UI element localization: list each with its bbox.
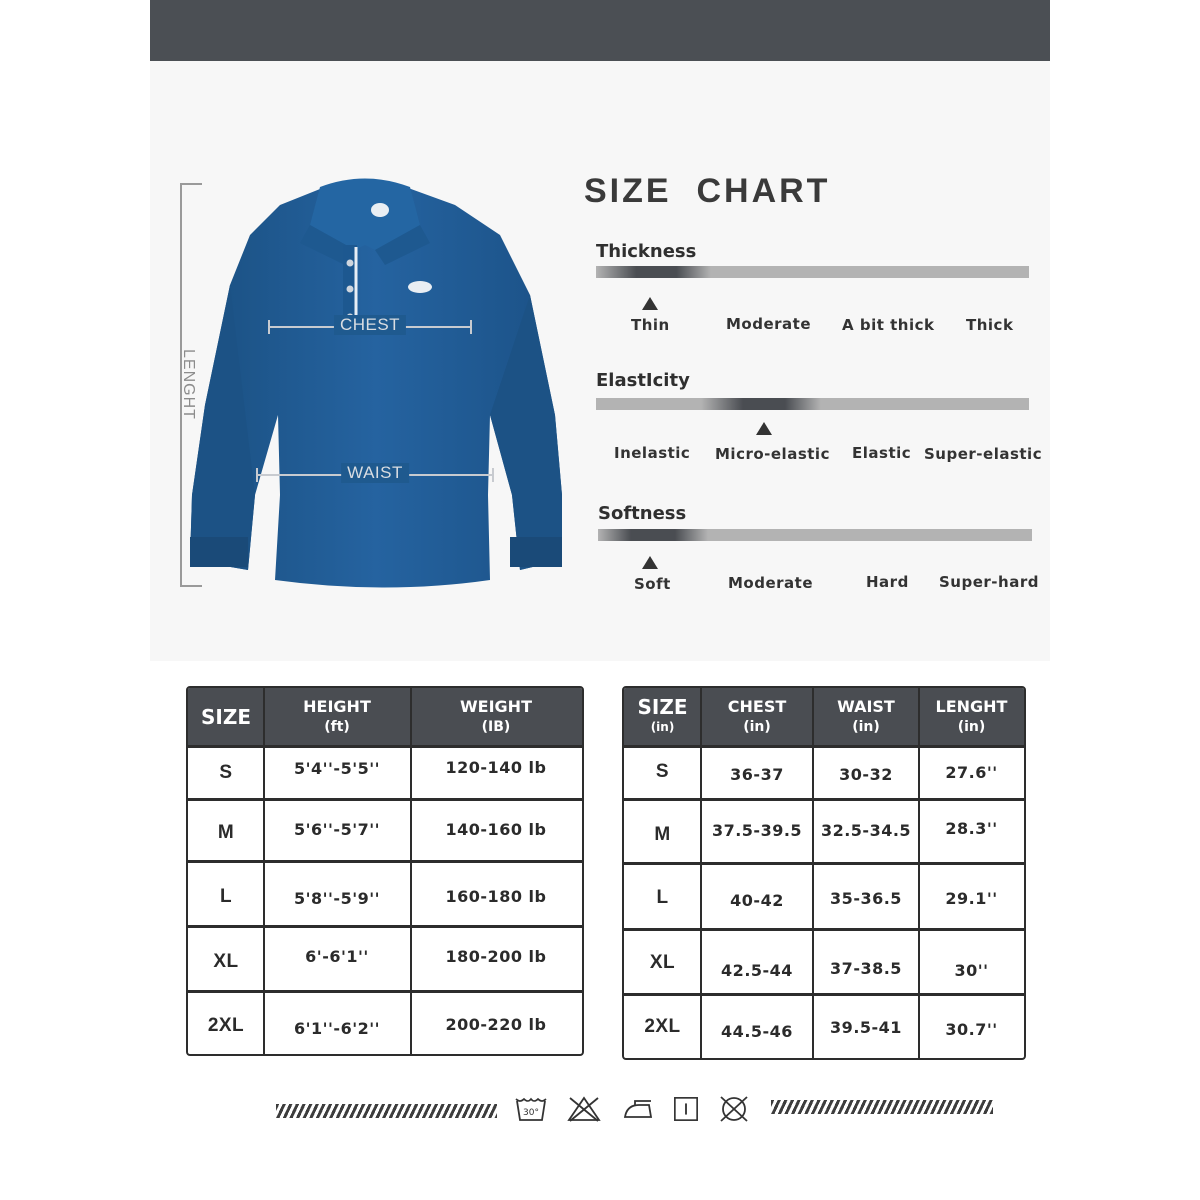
body-row-m-weight: 140-160 lb [445,819,547,839]
waist-label: WAIST [341,463,409,483]
thickness-title: Thickness [596,241,697,262]
body-row-l-weight: 160-180 lb [445,887,547,906]
thickness-option-a-bit-thick: A bit thick [842,316,935,334]
garment-row-m-size: M [654,823,671,845]
garment-row-l-size: L [656,887,669,908]
softness-option-soft: Soft [634,575,671,593]
garment-row-l-length: 29.1'' [945,888,998,908]
garment-row-l-chest: 40-42 [730,890,784,910]
svg-text:30°: 30° [523,1108,539,1118]
no-bleach-icon [567,1095,601,1123]
top-banner [150,0,1050,61]
elasticity-option-micro-elastic: Micro-elastic [715,445,830,463]
size-chart-title: SIZE CHART [584,172,831,210]
elasticity-title: ElastIcity [596,370,690,391]
body-row-m-height: 5'6''-5'7'' [293,819,381,839]
no-dry-clean-icon [717,1095,751,1123]
elasticity-option-super-elastic: Super-elastic [924,445,1043,463]
garment-row-xl-waist: 37-38.5 [830,958,902,978]
garment-row-xl-chest: 42.5-44 [721,960,793,980]
softness-marker-icon [642,556,658,569]
body-header-size: SIZE [200,705,251,729]
softness-option-super-hard: Super-hard [939,573,1039,591]
body-row-m-size: M [217,822,235,843]
thickness-bar [596,266,1029,278]
polo-shirt-image [170,165,570,605]
chest-measure [268,315,472,334]
body-row-2xl-size: 2XL [207,1015,245,1036]
body-row-2xl-weight: 200-220 lb [445,1014,547,1034]
garment-row-2xl-length: 30.7'' [945,1019,998,1039]
garment-row-2xl-size: 2XL [644,1016,681,1037]
elasticity-marker-icon [756,422,772,435]
body-row-2xl-height: 6'1''-6'2'' [293,1018,381,1038]
body-row-xl-size: XL [213,950,239,972]
body-size-table [186,686,584,1056]
garment-row-s-size: S [655,761,670,782]
length-label: LENGHT [180,349,197,420]
elasticity-bar [596,398,1029,410]
decorative-stripes-left [276,1104,497,1118]
garment-header-chest: CHEST (in) [727,697,787,735]
softness-option-hard: Hard [866,573,909,591]
iron-icon [621,1095,655,1123]
garment-row-m-waist: 32.5-34.5 [820,821,912,840]
garment-row-m-chest: 37.5-39.5 [711,821,803,840]
body-row-s-size: S [219,762,233,783]
garment-row-xl-size: XL [649,952,676,973]
elasticity-option-inelastic: Inelastic [614,444,691,462]
body-row-s-weight: 120-140 lb [445,757,547,777]
garment-row-2xl-waist: 39.5-41 [830,1017,902,1037]
thickness-option-moderate: Moderate [726,315,812,333]
waist-measure [256,463,494,482]
garment-row-m-length: 28.3'' [945,819,998,838]
elasticity-option-elastic: Elastic [852,444,912,462]
thickness-option-thin: Thin [631,316,670,334]
wash-30-icon [514,1095,548,1123]
chest-label: CHEST [334,315,406,335]
thickness-option-thick: Thick [966,316,1014,334]
body-row-xl-height: 6'-6'1'' [305,947,369,966]
thickness-marker-icon [642,297,658,310]
garment-row-s-length: 27.6'' [945,762,998,782]
body-header-weight: WEIGHT (IB) [460,697,532,735]
softness-bar [598,529,1032,541]
garment-row-s-waist: 30-32 [839,764,893,784]
garment-row-l-waist: 35-36.5 [830,888,902,908]
garment-row-xl-length: 30'' [954,960,989,980]
softness-option-moderate: Moderate [728,574,814,592]
body-row-l-height: 5'8''-5'9'' [293,889,381,908]
garment-header-length: LENGHT (in) [935,697,1008,735]
decorative-stripes-right [771,1100,993,1114]
garment-row-2xl-chest: 44.5-46 [721,1021,793,1041]
garment-size-table [622,686,1026,1060]
tumble-dry-low-icon [673,1095,699,1123]
garment-header-size: SIZE (in) [637,695,688,734]
body-row-xl-weight: 180-200 lb [445,947,547,966]
body-header-height: HEIGHT (ft) [303,697,371,735]
body-row-s-height: 5'4''-5'5'' [293,758,381,778]
garment-row-s-chest: 36-37 [730,764,784,784]
softness-title: Softness [598,503,687,524]
garment-header-waist: WAIST (in) [837,697,895,735]
body-row-l-size: L [219,885,233,907]
